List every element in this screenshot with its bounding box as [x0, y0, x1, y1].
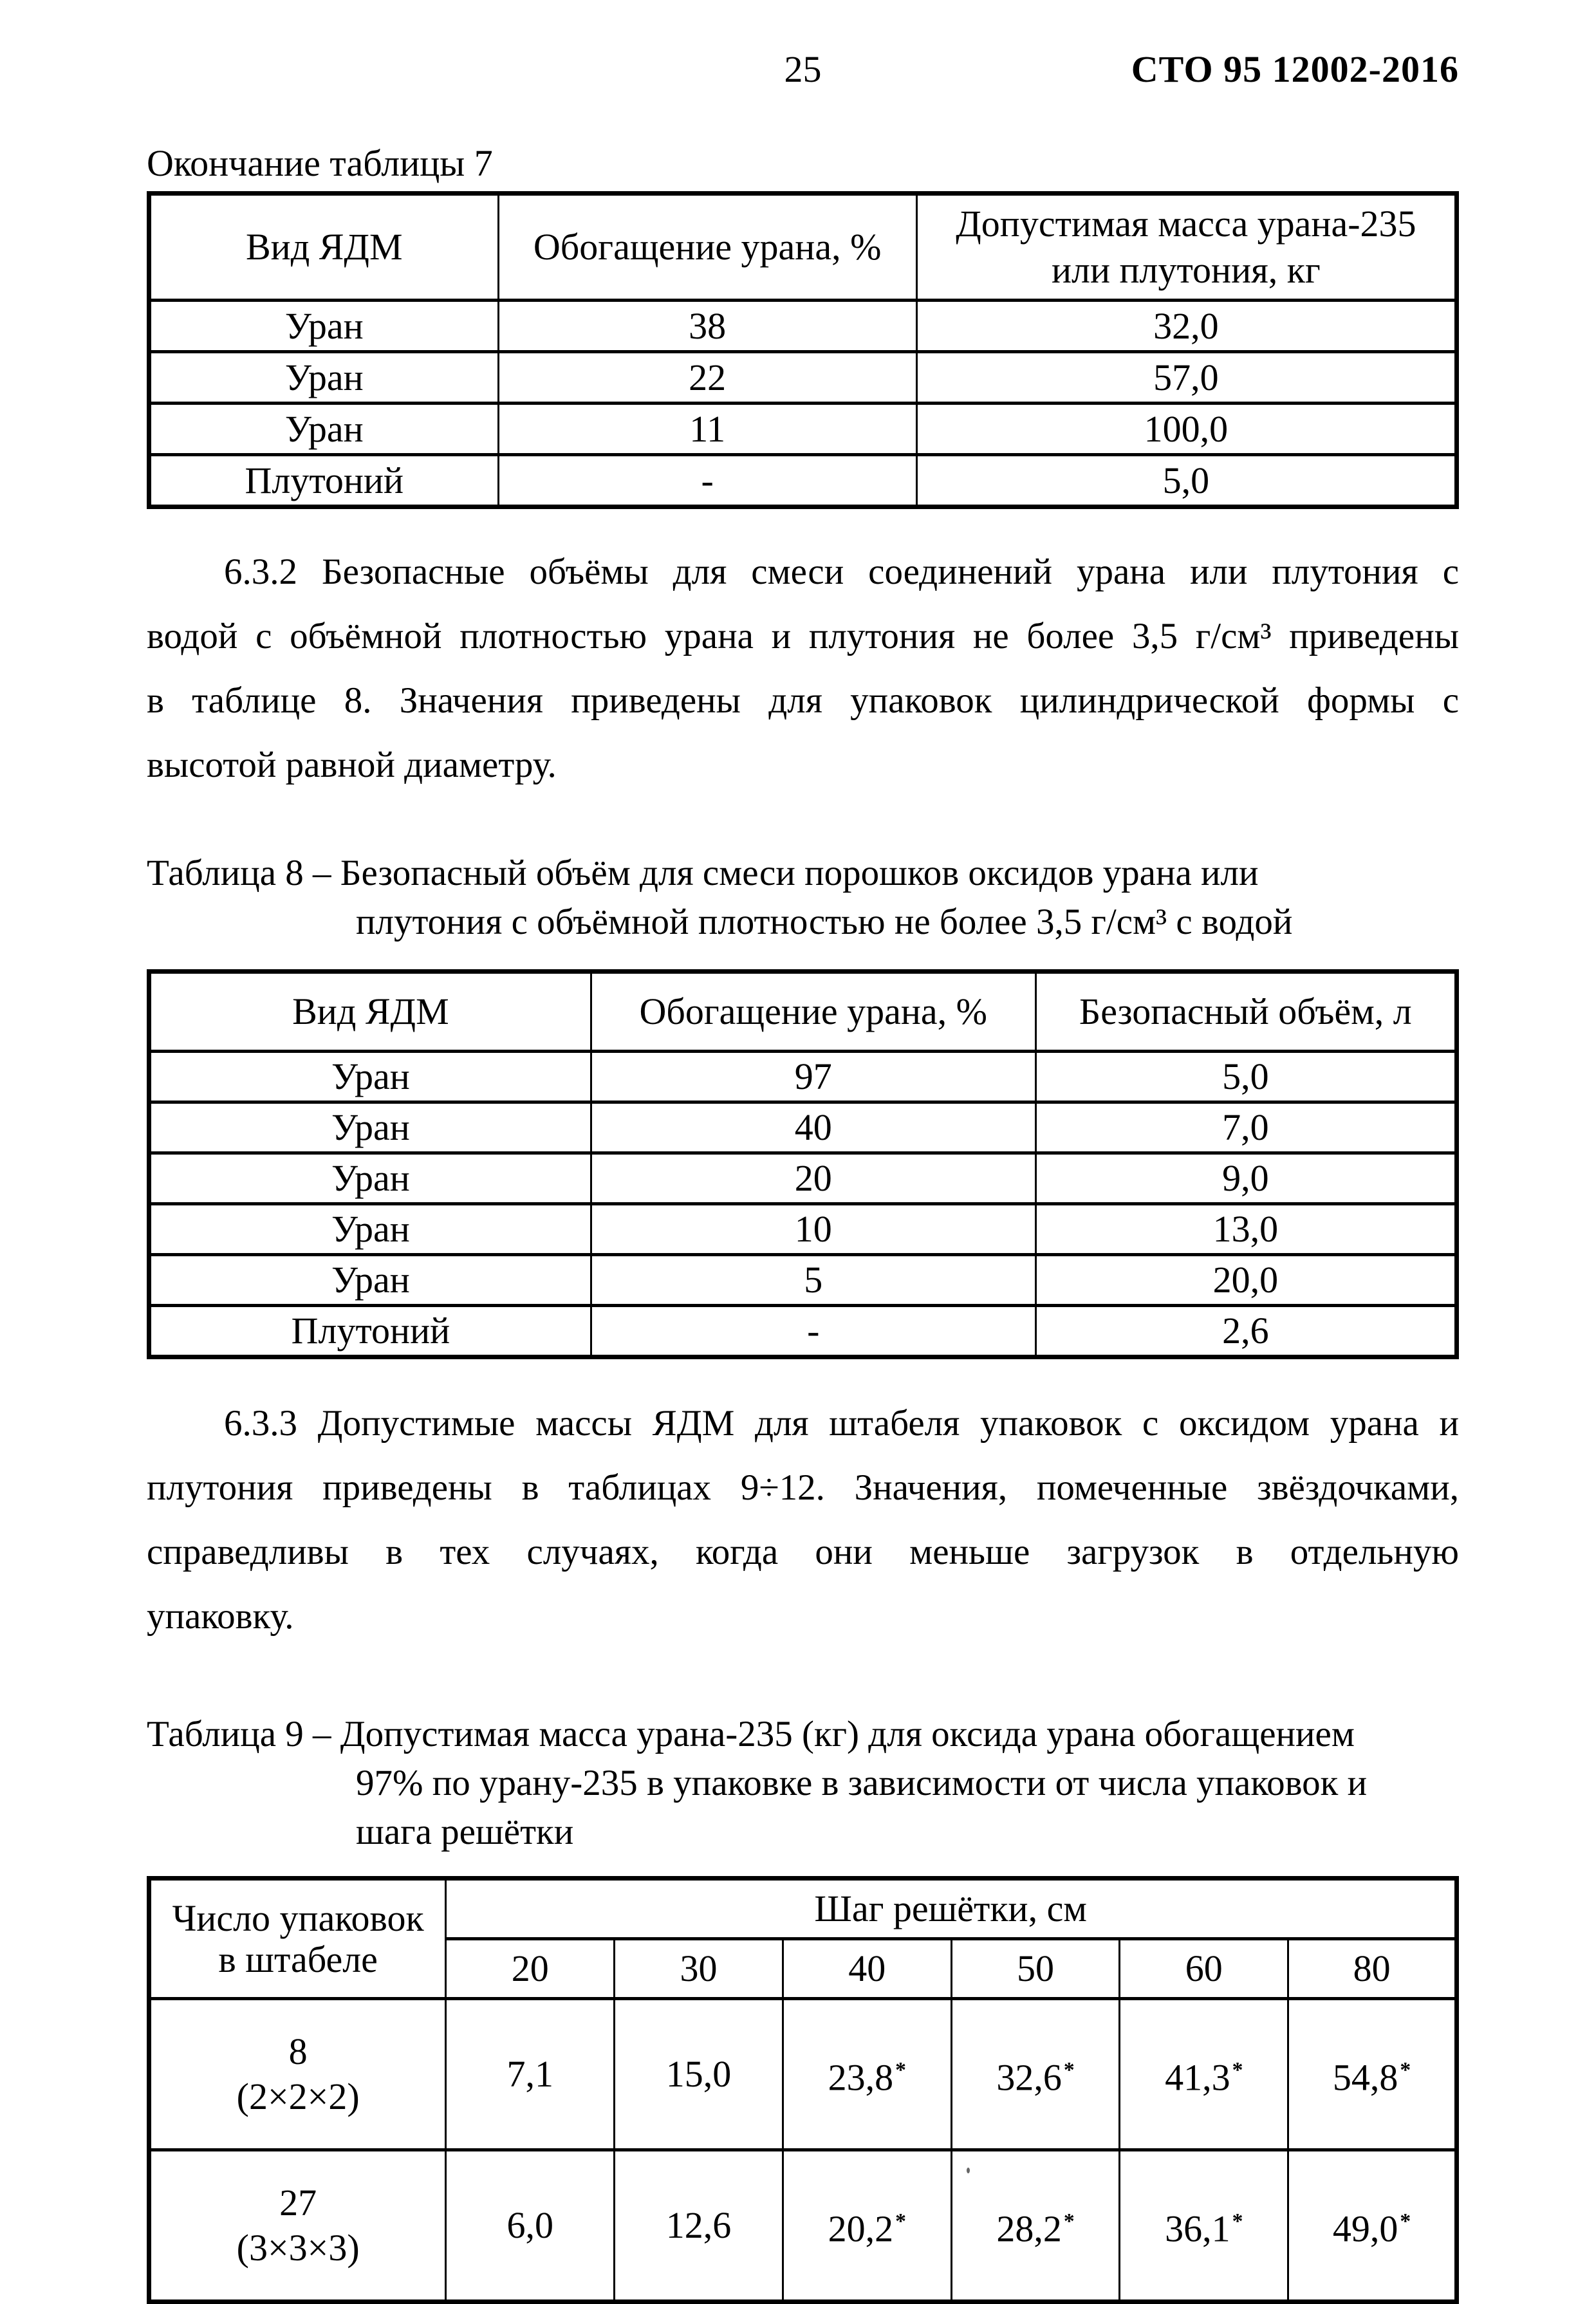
column-header-pitch-60: 60: [1120, 1939, 1288, 1999]
table-cell: 5,0: [1035, 1052, 1456, 1102]
asterisk-footnote-marker: *: [895, 2058, 906, 2083]
table-cell: Плутоний: [149, 455, 499, 507]
column-header-pitch-30: 30: [615, 1939, 783, 1999]
table-cell: Уран: [149, 1255, 591, 1306]
table-row: [149, 1102, 1457, 1153]
row-header-package-count: [149, 1999, 446, 2150]
table7-continuation-label: Окончание таблицы 7: [147, 142, 493, 184]
paragraph-6-3-3-line-2: плутония приведены в таблицах 9÷12. Значения, помеченные звёздочками,: [147, 1467, 1459, 1508]
asterisk-footnote-marker: *: [1232, 2209, 1243, 2234]
column-header-material-line-1: Вид ЯДМ: [245, 226, 403, 268]
paragraph-6-3-2-line-1: 6.3.2 Безопасные объёмы для смеси соединений урана или плутония с: [224, 552, 1459, 592]
table-cell: 7,0: [1035, 1102, 1456, 1153]
table-cell: 40: [591, 1102, 1035, 1153]
table-cell: 49,0*: [1288, 2150, 1457, 2302]
table-cell: 9,0: [1035, 1153, 1456, 1204]
table-cell: -: [591, 1306, 1035, 1357]
table-cell: 5,0: [916, 455, 1456, 507]
table-cell: 54,8*: [1288, 1999, 1457, 2150]
column-header-safe-volume-line-1: Безопасный объём, л: [1079, 990, 1412, 1032]
scan-artifact-dot: [967, 2168, 970, 2173]
paragraph-6-3-3-line-4: упаковку.: [147, 1596, 294, 1637]
column-header-pitch-20: 20: [446, 1939, 615, 1999]
paragraph-6-3-3-line-3: справедливы в тех случаях, когда они меньше загрузок в отдельную: [147, 1532, 1459, 1572]
table8: [147, 969, 1459, 1359]
table8-caption-line-2: плутония с объёмной плотностью не более 3,5 г/см³ с водой: [356, 902, 1293, 942]
column-header-enrichment: [498, 194, 916, 301]
column-header-pitch-80: 80: [1288, 1939, 1457, 1999]
table-row: [149, 1255, 1457, 1306]
table9-caption-line-1: Таблица 9 – Допустимая масса урана-235 (кг) для оксида урана обогащением: [147, 1714, 1355, 1754]
table-cell: Плутоний: [149, 1306, 591, 1357]
table7-continuation: [147, 191, 1459, 509]
asterisk-footnote-marker: *: [1063, 2209, 1075, 2234]
asterisk-footnote-marker: *: [1400, 2058, 1411, 2083]
column-header-material: [149, 972, 591, 1052]
table-cell: 12,6: [615, 2150, 783, 2302]
table-row: [149, 1153, 1457, 1204]
paragraph-6-3-2: [147, 540, 1459, 797]
column-header-pitch-50: 50: [951, 1939, 1120, 1999]
column-header-allowed-mass-line-2: или плутония, кг: [1051, 249, 1321, 291]
table-header-row: [149, 972, 1457, 1052]
table-cell: -: [498, 455, 916, 507]
table-cell: 20: [591, 1153, 1035, 1204]
column-header-enrichment-line-1: Обогащение урана, %: [533, 226, 882, 268]
table9: [147, 1876, 1459, 2304]
paragraph-6-3-2-line-4: высотой равной диаметру.: [147, 745, 557, 785]
table-cell: Уран: [149, 301, 499, 352]
table-cell: 2,6: [1035, 1306, 1456, 1357]
paragraph-6-3-2-line-3: в таблице 8. Значения приведены для упаковок цилиндрической формы с: [147, 680, 1459, 721]
column-header-package-count: [149, 1879, 446, 1999]
asterisk-footnote-marker: *: [895, 2209, 906, 2234]
table-cell: Уран: [149, 1204, 591, 1255]
table-row: [149, 1204, 1457, 1255]
table-header-row: [149, 194, 1457, 301]
document-code: СТО 95 12002-2016: [1131, 48, 1459, 90]
table-row: [149, 1052, 1457, 1102]
table-cell: 28,2*: [951, 2150, 1120, 2302]
row-header-line: 8: [288, 2030, 308, 2072]
table7-body: [149, 301, 1457, 507]
table-cell: 6,0: [446, 2150, 615, 2302]
table8-head: [149, 972, 1457, 1052]
table-cell: 20,0: [1035, 1255, 1456, 1306]
column-header-enrichment-line-1: Обогащение урана, %: [639, 990, 987, 1032]
table8-body: [149, 1052, 1457, 1357]
asterisk-footnote-marker: *: [1063, 2058, 1075, 2083]
paragraph-6-3-2-line-2: водой с объёмной плотностью урана и плутония не более 3,5 г/см³ приведены: [147, 616, 1459, 656]
table8-caption-line-1: Таблица 8 – Безопасный объём для смеси порошков оксидов урана или: [147, 853, 1259, 893]
row-header-line: (3×3×3): [236, 2227, 360, 2269]
table-cell: 20,2*: [783, 2150, 951, 2302]
column-header-package-count-line-2: в штабеле: [218, 1938, 378, 1980]
table8-caption: [147, 849, 1459, 947]
table9-head: [149, 1879, 1457, 1999]
table-cell: 23,8*: [783, 1999, 951, 2150]
row-header-line: 27: [279, 2182, 317, 2224]
table-row: [149, 404, 1457, 455]
asterisk-footnote-marker: *: [1400, 2209, 1411, 2234]
column-header-package-count-line-1: Число упаковок: [172, 1897, 424, 1939]
table-cell: Уран: [149, 1153, 591, 1204]
page-header: [147, 48, 1459, 91]
column-header-enrichment: [591, 972, 1035, 1052]
table-cell: Уран: [149, 1102, 591, 1153]
table-cell: 5: [591, 1255, 1035, 1306]
table9-caption-line-3: шага решётки: [356, 1812, 574, 1852]
table9-body: [149, 1999, 1457, 2302]
page-number: 25: [784, 48, 822, 90]
table-row: [149, 1999, 1457, 2150]
table-cell: 7,1: [446, 1999, 615, 2150]
table9-caption-line-2: 97% по урану-235 в упаковке в зависимости от числа упаковок и: [356, 1763, 1368, 1803]
table-cell: 100,0: [916, 404, 1456, 455]
paragraph-6-3-3-line-1: 6.3.3 Допустимые массы ЯДМ для штабеля упаковок с оксидом урана и: [224, 1403, 1459, 1444]
table-cell: 57,0: [916, 352, 1456, 404]
table-row: [149, 1306, 1457, 1357]
table7-head: [149, 194, 1457, 301]
table-row: [149, 352, 1457, 404]
column-header-allowed-mass: [916, 194, 1456, 301]
table-cell: Уран: [149, 404, 499, 455]
column-header-material: [149, 194, 499, 301]
row-header-package-count: [149, 2150, 446, 2302]
asterisk-footnote-marker: *: [1232, 2058, 1243, 2083]
column-header-material-line-1: Вид ЯДМ: [292, 990, 449, 1032]
table9-caption: [147, 1710, 1459, 1857]
column-header-safe-volume: [1035, 972, 1456, 1052]
table-cell: 22: [498, 352, 916, 404]
column-group-header-lattice-pitch: Шаг решётки, см: [446, 1879, 1457, 1939]
table-cell: 13,0: [1035, 1204, 1456, 1255]
table-row: [149, 455, 1457, 507]
column-header-pitch-40: 40: [783, 1939, 951, 1999]
table-cell: 97: [591, 1052, 1035, 1102]
paragraph-6-3-3: [147, 1391, 1459, 1649]
table-header-row: [149, 1879, 1457, 1939]
table-cell: 15,0: [615, 1999, 783, 2150]
table-cell: 11: [498, 404, 916, 455]
table-cell: 32,6*: [951, 1999, 1120, 2150]
row-header-line: (2×2×2): [236, 2076, 360, 2117]
table-cell: 36,1*: [1120, 2150, 1288, 2302]
table-row: [149, 2150, 1457, 2302]
column-header-allowed-mass-line-1: Допустимая масса урана-235: [956, 203, 1416, 245]
table-cell: 41,3*: [1120, 1999, 1288, 2150]
table-cell: 32,0: [916, 301, 1456, 352]
table-cell: Уран: [149, 1052, 591, 1102]
table-cell: Уран: [149, 352, 499, 404]
table-cell: 38: [498, 301, 916, 352]
table-cell: 10: [591, 1204, 1035, 1255]
table-row: [149, 301, 1457, 352]
